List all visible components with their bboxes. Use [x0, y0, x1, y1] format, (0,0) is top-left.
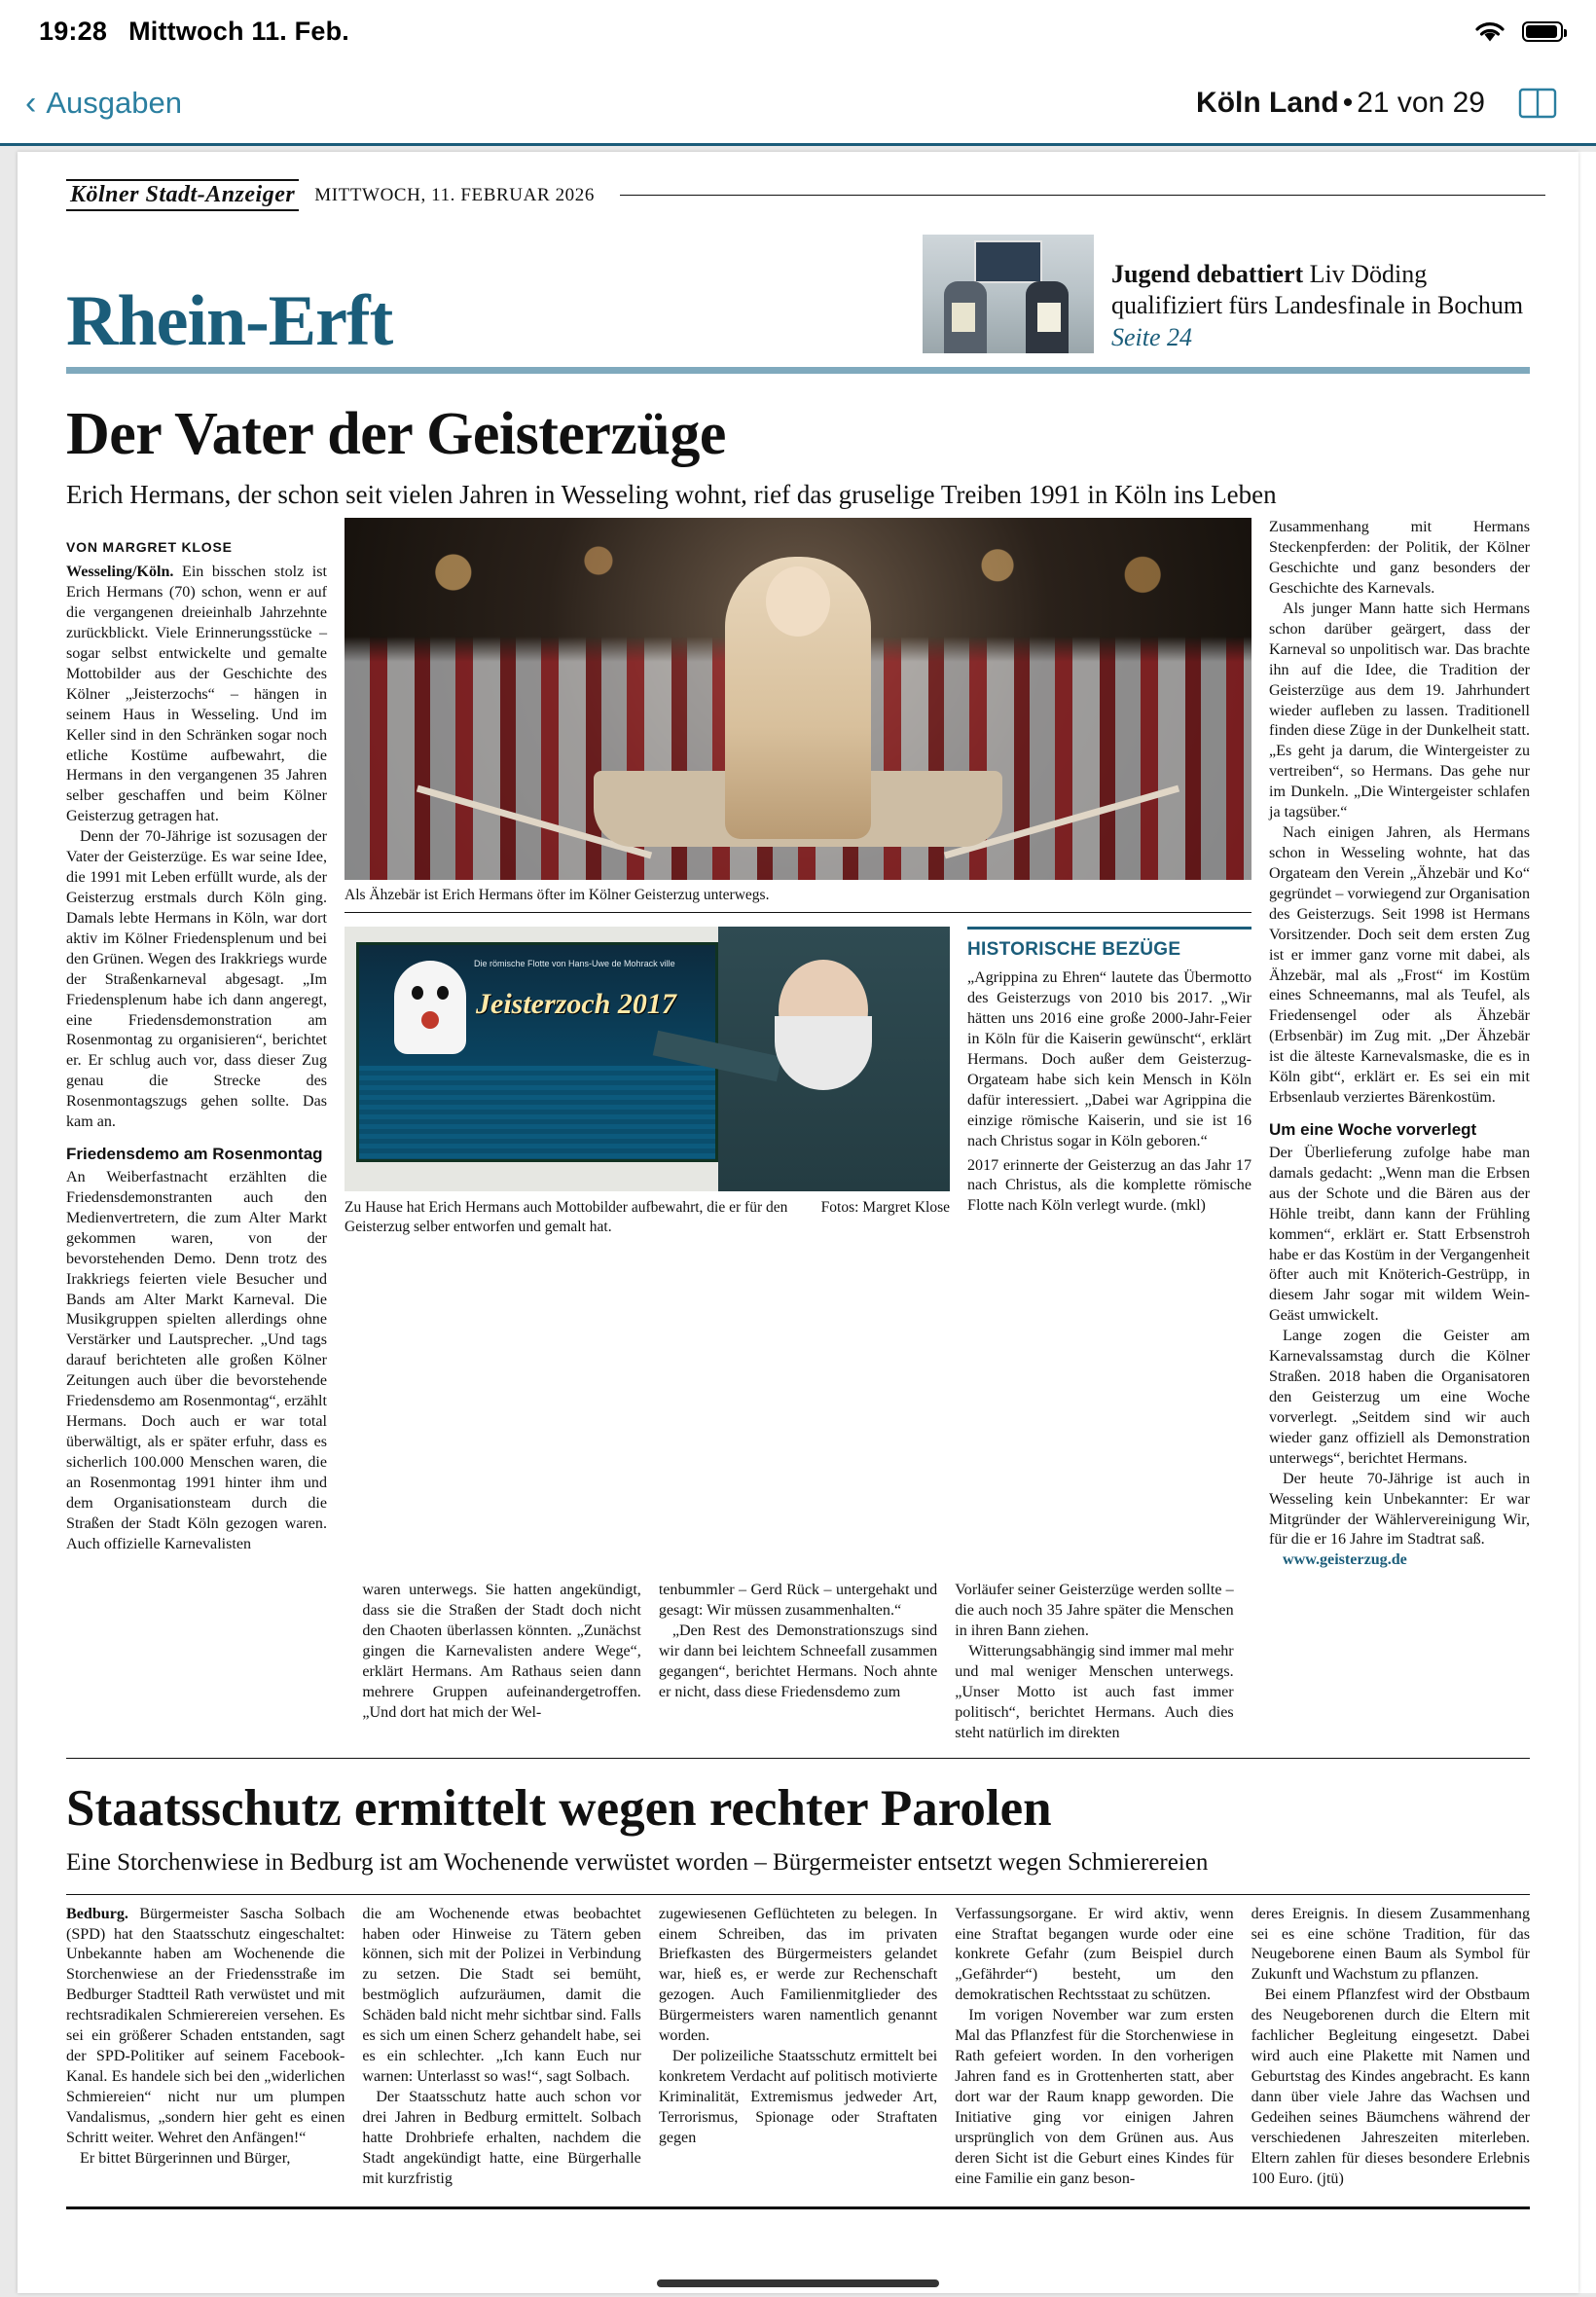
article-divider-thin — [66, 1758, 1530, 1759]
back-button-label: Ausgaben — [46, 85, 182, 120]
paragraph: Der polizeiliche Staatsschutz ermittelt bei konkretem Verdacht auf politisch motivierte Kriminalität, Extremismus jedweder Art, Terrorismus, Spionage oder Straftaten gegen — [658, 2048, 938, 2146]
article1-column-3-bottom — [659, 1581, 937, 1743]
photo-caption-second-text: Zu Hause hat Erich Hermans auch Mottobilder aufbewahrt, die er für den Geisterzug selber entworfen und gemalt hat. — [345, 1199, 788, 1235]
paragraph: Vorläufer seiner Geisterzüge werden sollte – die auch noch 35 Jahre später die Menschen in ihren Bann ziehen. — [955, 1582, 1234, 1640]
paragraph: die am Wochenende etwas beobachtet haben oder Hinweise zu Tätern geben können, sich mit der Polizei in Verbindung zu setzen. Die Stadt sei bemüht, bestmöglich aufzuräumen, damit die Schäden bald nicht mehr sichtbar sind. Falls es sich um einen Scherz gehandelt habe, sei es ein schlechter. „Ich kann Euch nur warnen: Unterlasst so was!“, sagt Solbach. — [362, 1905, 641, 2085]
paragraph: Der Überlieferung zufolge habe man damals gedacht: „Wenn man die Erbsen aus der Schote und die Bären aus der Höhle treibt, dann kann der Frühling kommen“, erklärt er. Statt Erbsenstroh habe er das Kostüm in der Vergangenheit öfter auch mit Knöterich-Gestrüpp, in diesem Jahr sogar mit wildem Wein-Geäst umwickelt. — [1269, 1144, 1530, 1325]
promo-photo — [923, 235, 1094, 353]
status-left-group — [39, 17, 349, 47]
status-right-group — [1473, 19, 1563, 44]
section-header — [51, 211, 1545, 361]
paragraph: waren unterwegs. Sie hatten angekündigt, dass sie die Straßen der Stadt doch nicht den Chaoten überlassen könnten. „Zunächst gingen die Karnevalisten andere Wege“, erklärt Hermans. Am Rathaus seien dann mehrere Gruppen aufeinandergetroffen. „Und dort hat mich der Wel- — [362, 1582, 641, 1721]
section-title: Rhein-Erft — [66, 281, 393, 361]
paragraph: Bei einem Pflanzfest wird der Obstbaum des Neugeborenen durch die Eltern mit fachlicher Begleitung eingesetzt. Dabei wird auch eine Plakette mit Namen und Geburtstag des Kindes angebracht. Es kann dann über viele Jahre das Wachsen und Gedeihen seines Bäumchens während der verschiedenen Jahreszeiten miterleben. Eltern zahlen für dieses besondere Erlebnis 100 Euro. (jtü) — [1251, 1987, 1531, 2187]
paragraph: Lange zogen die Geister am Karnevalssamstag durch die Kölner Straßen. 2018 haben die Organisatoren den Geisterzug um eine Woche vorverlegt. „Seitdem sind wir auch wieder ganz offiziell als Demonstration unterwegs“, berichtet Hermans. — [1269, 1328, 1530, 1467]
home-indicator[interactable] — [657, 2279, 939, 2287]
title-separator: • — [1342, 86, 1354, 119]
paragraph: Als junger Mann hatte sich Hermans schon darüber geärgert, dass der Karneval so unpolitisch war. Das brachte ihn auf die Idee, die Tradition der Geisterzüge aus dem 19. Jahrhundert wieder aufleben zu lassen. Traditionell finden diese Züge in der Dunkelheit statt. „Es geht ja darum, die Wintergeister zu vertreiben“, so Hermans. Das gehe nur im Dunkeln. „Die Wintergeister schlafen ja tagsüber.“ — [1269, 600, 1530, 821]
paragraph: An Weiberfastnacht erzählten die Friedensdemonstranten auch den Medienvertretern, die zum Alter Markt gekommen waren, von der bevorstehenden Demo. Denn trotz des Irakkriegs feierten viele Besucher und Bands am Alter Markt Karneval. Die Musikgruppen spielten allerdings ohne Verstärker und Lautsprecher. „Und tags darauf berichteten alle großen Kölner Zeitungen auch über die bevorstehende Friedensdemo am Rosenmontag“, erzählt Hermans. Doch auch er war total überwältigt, als er später erfuhr, dass es sicherlich 100.000 Menschen waren, die an Rosenmontag 1991 hinter ihm und dem Organisationsteam durch die Straßen der Stadt Köln gezogen waren. Auch offizielle Karnevalisten — [66, 1169, 327, 1552]
status-time: 19:28 — [39, 16, 108, 46]
paragraph: Der heute 70-Jährige ist auch in Wesseling kein Unbekannter: Er war Mitgründer der Wählervereinigung Wir, für die er 16 Jahre im Stadtrat saß. — [1269, 1470, 1530, 1549]
article2-subhead: Eine Storchenwiese in Bedburg ist am Wochenende verwüstet worden – Bürgermeister entsetzt wegen Schmierereien — [66, 1849, 1209, 1877]
chevron-left-icon: ‹ — [25, 84, 37, 122]
status-date: Mittwoch 11. Feb. — [128, 16, 349, 46]
book-icon[interactable] — [1518, 87, 1557, 120]
paragraph: 2017 erinnerte der Geisterzug an das Jahr 17 nach Christus, als die komplette römische Flotte nach Köln verlegt wurde. (mkl) — [967, 1156, 1251, 1215]
ios-status-bar — [0, 0, 1596, 62]
paragraph: Denn der 70-Jährige ist sozusagen der Vater der Geisterzüge. Es war seine Idee, die 1991 mit Leben erfüllt wurde, als der Geisterzug erstmals durch Köln ging. Damals lebte Hermans in Köln, war dort aktiv im Kölner Friedensplenum und bei den Grünen. Wegen des Irakkriegs wurde der Straßenkarneval abgesagt. „Im Friedensplenum habe ich dann angeregt, eine Friedensdemonstration am Rosenmontag zu organisieren“, berichtet er. Er schlug auch vor, dass dieser Zug genau die Strecke des Rosenmontagszugs gehen sollte. Das kam an. — [66, 828, 327, 1131]
photo-hermans-with-poster — [345, 927, 950, 1191]
edition-title-group — [1196, 87, 1485, 120]
paragraph: Bedburg. Bürgermeister Sascha Solbach (SPD) hat den Staatsschutz eingeschaltet: Unbekannte haben am Wochenende die Storchenwiese an der Friedensstraße im Bedburger Stadtteil Rath verwüstet und mit rechtsradikalen Schmierereien versehen. Es sei ein größerer Schaden entstanden, sagt der SPD-Politiker auf seinem Facebook-Kanal. Es handele sich bei den „widerlichen Schmiereien“ nicht nur um plumpen Vandalismus, „sondern hier geht es einen Schritt weiter. Wehret den Anfängen!“ — [66, 1905, 345, 2146]
section-rule — [66, 367, 1530, 374]
article1-column-4-bottom — [955, 1581, 1233, 1743]
paragraph: Verfassungsorgane. Er wird aktiv, wenn eine Straftat begangen wurde oder eine konkrete Gefahr (zum Beispiel durch „Gefährder“) besteht, um den demokratischen Rechtsstaat zu schützen. — [955, 1905, 1234, 2004]
article1-subheadline-1: Friedensdemo am Rosenmontag — [66, 1145, 323, 1164]
article-geisterzuege — [51, 403, 1545, 1744]
article2-column-1 — [66, 1905, 345, 2190]
edition-name: Köln Land — [1196, 86, 1339, 119]
article2-column-4 — [955, 1905, 1233, 2190]
article1-column-1 — [66, 518, 327, 1571]
photo-caption-second — [345, 1198, 950, 1236]
article1-media-block — [345, 518, 1251, 1571]
back-to-editions-button[interactable] — [25, 86, 182, 121]
page-indicator: 21 von 29 — [1357, 86, 1485, 119]
masthead — [51, 173, 1545, 211]
paragraph: deres Ereignis. In diesem Zusammenhang sei es eine schöne Tradition, für das Neugeborene einen Baum als Symbol für Zukunft und Wachstum zu pflanzen. — [1251, 1905, 1531, 1984]
paragraph: Zusammenhang mit Hermans Steckenpferden: der Politik, der Kölner Geschichte und ganz besonders der Geschichte des Karnevals. — [1269, 519, 1530, 597]
app-navigation-bar — [0, 62, 1596, 146]
photo-credit: Fotos: Margret Klose — [820, 1199, 950, 1217]
article1-top-columns — [66, 518, 1530, 1571]
newspaper-logo: Kölner Stadt-Anzeiger — [66, 179, 299, 211]
article2-headline: Staatsschutz ermittelt wegen rechter Parolen — [66, 1779, 1052, 1837]
article2-columns — [66, 1905, 1530, 2190]
promo-kicker: Jugend debattiert — [1111, 259, 1304, 288]
photo-geisterzug-parade — [345, 518, 1251, 880]
article1-column-2-bottom — [362, 1581, 640, 1743]
newspaper-page[interactable] — [18, 152, 1578, 2293]
paragraph: „Den Rest des Demonstrationszugs sind wir dann bei leichtem Schneefall zusammen gegangen“, berichtet Hermans. Noch ahnte er nicht, dass diese Friedensdemo zum — [658, 1622, 938, 1700]
article-staatsschutz — [51, 1779, 1545, 2190]
paragraph: Er bittet Bürgerinnen und Bürger, — [80, 2149, 291, 2167]
promo-teaser[interactable] — [923, 235, 1530, 353]
paragraph: Im vorigen November war zum ersten Mal das Pflanzfest für die Storchenwiese in Rath gefeiert worden. In den vorherigen Jahren fand es in Grottenherten statt, aber dort war der Raum knapp geworden. Die Initiative ging vor einigen Jahren ursprünglich von dem Grünen aus. Aus deren Sicht ist die Geburt eines Kindes für eine Familie ein ganz beson- — [955, 2007, 1234, 2187]
wifi-icon — [1473, 19, 1506, 44]
infobox-historische-bezuege — [967, 927, 1251, 1217]
photo-caption-main: Als Ähzebär ist Erich Hermans öfter im Kölner Geisterzug unterwegs. — [345, 887, 1251, 913]
article1-column-5 — [1269, 518, 1530, 1571]
article2-column-3 — [659, 1905, 937, 2190]
article1-subheadline-2: Um eine Woche vorverlegt — [1269, 1119, 1477, 1139]
article1-bottom-columns — [66, 1581, 1530, 1743]
paragraph: Der Staatsschutz hatte auch schon vor drei Jahren in Bedburg ermittelt. Solbach hatte Drohbriefe erhalten, nachdem die Stadt angekündigt hatte, eine Bürgerhalle mit kurzfristig — [362, 2088, 641, 2187]
paragraph: „Agrippina zu Ehren“ lautete das Übermotto des Geisterzugs von 2010 bis 2017. „Wir hätten uns 2016 eine große 2000-Jahr-Feier in Köln für die Kaiserin gewünscht“, erklärt Hermans. Doch außer dem Geisterzug-Orgateam habe sich kein Mensch in Köln dafür interessiert. „Dabei war Agrippina die einzige römische Kaiserin, und sie ist 16 nach Christus sogar in Köln geboren.“ — [967, 969, 1251, 1149]
promo-text — [1111, 259, 1530, 354]
article2-column-2 — [362, 1905, 640, 2190]
battery-icon — [1522, 21, 1563, 42]
article2-rule — [66, 1894, 1530, 1895]
article1-web-link[interactable]: www.geisterzug.de — [1283, 1551, 1407, 1569]
paragraph: tenbummler – Gerd Rück – untergehakt und gesagt: Wir müssen zusammenhalten.“ — [658, 1582, 938, 1620]
article1-byline: VON MARGRET KLOSE — [66, 539, 233, 556]
poster-title: Jeisterzoch 2017 — [476, 988, 676, 1021]
article1-headline: Der Vater der Geisterzüge — [66, 401, 726, 467]
article2-column-5 — [1251, 1905, 1530, 2190]
nav-right-group — [1196, 87, 1557, 120]
paragraph: Nach einigen Jahren, als Hermans schon in Wesseling wohnte, hat das Orgateam den Verein „Ähzebär und Ko“ gegründet – vorwiegend zur Organisation des Geisterzugs. Seit 1998 ist Hermans Vorsitzender. Doch seit dem ersten Zug ist er immer ganz vorne mit dabei, als Ähzebär, mal als „Frost“ im Kostüm eines Schneemanns, mal als Teufel, als Friedensengel oder als Ähzebär (Erbsenbär) im Zug mit. „Der Ähzebär ist die älteste Karnevalsmaske, die es in Köln gibt“, erklärt er. Es sei ein mit Erbsenlaub verziertes Bärenkostüm. — [1269, 824, 1530, 1107]
promo-page-ref: Seite 24 — [1111, 322, 1193, 351]
masthead-rule — [620, 195, 1545, 196]
page-bottom-rule — [66, 2206, 1530, 2209]
paragraph: Witterungsabhängig sind immer mal mehr und mal weniger Menschen unterwegs. „Unser Motto ist auch fast immer politisch“, berichtet Hermans. Auch dies steht natürlich im direkten — [955, 1643, 1234, 1741]
paragraph: zugewiesenen Geflüchteten zu belegen. In einem Schreiben, das im privaten Briefkasten des Bürgermeisters gelandet war, hieß es, er werde zur Rechenschaft gezogen. Auch Familienmitglieder des Bürgermeisters waren namentlich genannt worden. — [658, 1905, 938, 2045]
article1-subhead: Erich Hermans, der schon seit vielen Jahren in Wesseling wohnt, rief das gruselige Treiben 1991 in Köln ins Leben — [66, 480, 1277, 510]
infobox-title: HISTORISCHE BEZÜGE — [967, 939, 1181, 961]
issue-date: MITTWOCH, 11. FEBRUAR 2026 — [314, 184, 595, 205]
poster-subline: Die römische Flotte von Hans-Uwe de Mohrack ville — [474, 959, 675, 969]
promo-body: Liv Döding qualifiziert fürs Landesfinale in Bochum — [1111, 259, 1524, 319]
paragraph: Wesseling/Köln. Ein bisschen stolz ist Erich Hermans (70) schon, wenn er auf die vergangenen dreieinhalb Jahrzehnte zurückblickt. Viele Erinnerungsstücke – sogar selbst entwickelte und gemalte Mottobilder aus der Geschichte des Kölner „Jeisterzochs“ – hängen in seinem Haus in Wesseling. Und im Keller sind in den Schränken sogar noch etliche Kostüme aufbewahrt, die Hermans in den vergangenen 35 Jahren selber geschaffen und beim Kölner Geisterzug getragen hat. — [66, 564, 327, 825]
reader-page-viewport[interactable] — [0, 146, 1596, 2297]
